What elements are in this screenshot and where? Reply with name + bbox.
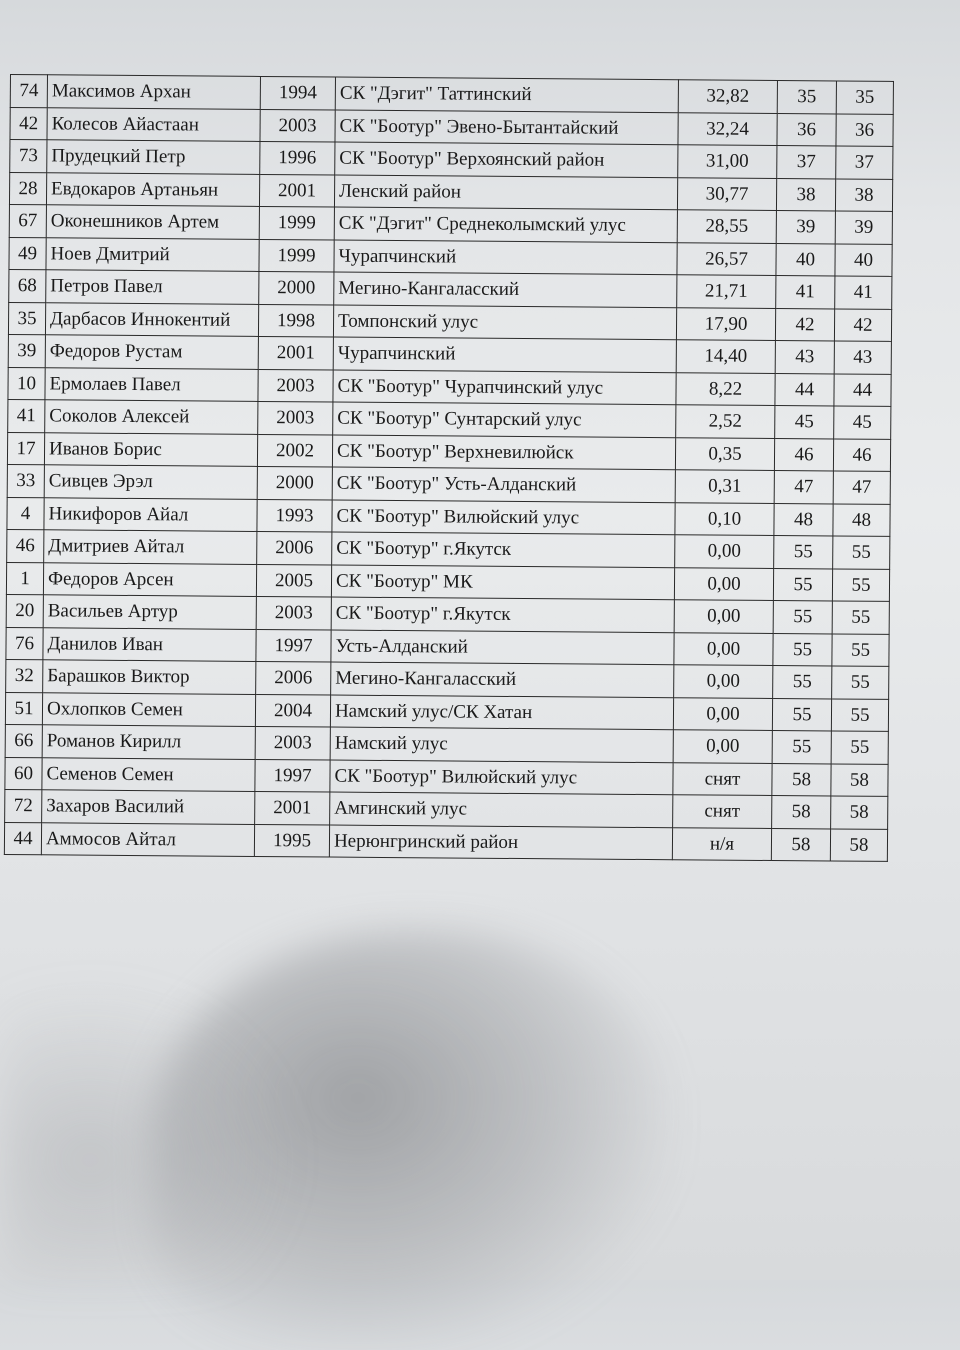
birth-year-cell: 2003 [260, 109, 335, 142]
birth-year-cell: 1993 [257, 499, 332, 532]
athlete-name-cell: Аммосов Айтал [41, 822, 254, 856]
athlete-name-cell: Ноев Дмитрий [46, 237, 259, 271]
club-cell: Нерюнгринский район [329, 825, 672, 860]
final-place-cell: 55 [832, 633, 889, 666]
start-number-cell: 10 [8, 367, 45, 400]
place-cell: 58 [772, 796, 831, 829]
final-place-cell: 55 [831, 731, 888, 764]
start-number-cell: 20 [6, 594, 43, 627]
place-cell: 46 [774, 438, 833, 471]
score-cell: 0,00 [673, 697, 772, 730]
birth-year-cell: 2001 [258, 336, 333, 369]
club-cell: СК "Боотур" Сунтарский улус [333, 402, 676, 437]
start-number-cell: 33 [7, 464, 44, 497]
final-place-cell: 43 [834, 341, 891, 374]
club-cell: СК "Боотур" Усть-Алданский [332, 467, 675, 502]
athlete-name-cell: Сивцев Эрэл [44, 465, 257, 499]
athlete-name-cell: Никифоров Айал [44, 497, 257, 531]
athlete-name-cell: Максимов Архан [47, 75, 260, 109]
club-cell: СК "Боотур" г.Якутск [332, 532, 675, 567]
place-cell: 45 [775, 406, 834, 439]
place-cell: 48 [774, 503, 833, 536]
place-cell: 58 [771, 828, 830, 861]
photo-shadow-left [0, 980, 300, 1280]
birth-year-cell: 2000 [257, 466, 332, 499]
score-cell: 0,00 [674, 665, 773, 698]
club-cell: СК "Боотур" Верхневилюйск [332, 435, 675, 470]
club-cell: СК "Дэгит" Среднеколымский улус [334, 207, 677, 242]
score-cell: 28,55 [677, 210, 776, 243]
score-cell: 17,90 [676, 307, 775, 340]
final-place-cell: 55 [832, 601, 889, 634]
table-row-24 [4, 822, 887, 861]
athlete-name-cell: Колесов Айастаан [47, 107, 260, 141]
athlete-name-cell: Федоров Рустам [45, 335, 258, 369]
club-cell: Мегино-Кангаласский [331, 662, 674, 697]
final-place-cell: 58 [830, 828, 887, 861]
place-cell: 55 [772, 698, 831, 731]
start-number-cell: 4 [7, 497, 44, 530]
athlete-name-cell: Иванов Борис [44, 432, 257, 466]
place-cell: 43 [775, 341, 834, 374]
score-cell: 0,35 [675, 437, 774, 470]
final-place-cell: 55 [831, 698, 888, 731]
score-cell: 2,52 [676, 405, 775, 438]
birth-year-cell: 2001 [255, 791, 330, 824]
final-place-cell: 55 [832, 666, 889, 699]
place-cell: 41 [776, 276, 835, 309]
club-cell: СК "Боотур" Вилюйский улус [330, 760, 673, 795]
place-cell: 40 [776, 243, 835, 276]
place-cell: 37 [777, 146, 836, 179]
final-place-cell: 36 [836, 113, 893, 146]
start-number-cell: 46 [7, 529, 44, 562]
birth-year-cell: 2006 [256, 661, 331, 694]
athlete-name-cell: Соколов Алексей [45, 400, 258, 434]
birth-year-cell: 2003 [258, 369, 333, 402]
birth-year-cell: 1999 [259, 239, 334, 272]
club-cell: Томпонский улус [333, 305, 676, 340]
start-number-cell: 39 [8, 334, 45, 367]
start-number-cell: 1 [6, 562, 43, 595]
club-cell: Мегино-Кангаласский [334, 272, 677, 307]
start-number-cell: 67 [9, 204, 46, 237]
birth-year-cell: 2004 [255, 694, 330, 727]
score-cell: снят [673, 762, 772, 795]
start-number-cell: 35 [8, 302, 45, 335]
athlete-name-cell: Евдокаров Артаньян [46, 172, 259, 206]
place-cell: 55 [773, 601, 832, 634]
final-place-cell: 58 [831, 763, 888, 796]
athlete-name-cell: Романов Кирилл [42, 725, 255, 759]
final-place-cell: 40 [835, 243, 892, 276]
birth-year-cell: 1994 [260, 76, 335, 109]
start-number-cell: 74 [10, 75, 47, 108]
final-place-cell: 45 [834, 406, 891, 439]
score-cell: 8,22 [676, 372, 775, 405]
athlete-name-cell: Барашков Виктор [43, 660, 256, 694]
birth-year-cell: 1996 [260, 141, 335, 174]
results-sheet [4, 74, 890, 862]
place-cell: 55 [773, 568, 832, 601]
start-number-cell: 49 [9, 237, 46, 270]
club-cell: СК "Боотур" МК [331, 565, 674, 600]
final-place-cell: 39 [835, 211, 892, 244]
final-place-cell: 48 [833, 503, 890, 536]
birth-year-cell: 2006 [257, 531, 332, 564]
athlete-name-cell: Прудецкий Петр [47, 140, 260, 174]
athlete-name-cell: Федоров Арсен [43, 562, 256, 596]
score-cell: 0,10 [675, 502, 774, 535]
place-cell: 55 [774, 536, 833, 569]
club-cell: Намский улус/СК Хатан [330, 695, 673, 730]
birth-year-cell: 2001 [259, 174, 334, 207]
start-number-cell: 60 [5, 757, 42, 790]
birth-year-cell: 1997 [255, 759, 330, 792]
birth-year-cell: 1998 [258, 304, 333, 337]
club-cell: Амгинский улус [330, 792, 673, 827]
score-cell: 32,82 [678, 80, 777, 113]
athlete-name-cell: Ермолаев Павел [45, 367, 258, 401]
start-number-cell: 76 [6, 627, 43, 660]
club-cell: Чурапчинский [334, 240, 677, 275]
score-cell: н/я [672, 827, 771, 860]
final-place-cell: 42 [834, 308, 891, 341]
birth-year-cell: 2000 [259, 271, 334, 304]
start-number-cell: 41 [8, 399, 45, 432]
start-number-cell: 51 [5, 692, 42, 725]
final-place-cell: 44 [834, 373, 891, 406]
place-cell: 35 [777, 81, 836, 114]
place-cell: 58 [772, 763, 831, 796]
score-cell: 0,00 [675, 535, 774, 568]
start-number-cell: 73 [10, 140, 47, 173]
score-cell: 26,57 [677, 242, 776, 275]
athlete-name-cell: Семенов Семен [42, 757, 255, 791]
place-cell: 55 [773, 666, 832, 699]
athlete-name-cell: Васильев Артур [43, 595, 256, 629]
club-cell: СК "Боотур" Эвено-Бытантайский [335, 110, 678, 145]
place-cell: 39 [776, 211, 835, 244]
club-cell: Ленский район [334, 175, 677, 210]
birth-year-cell: 2003 [258, 401, 333, 434]
birth-year-cell: 2003 [255, 726, 330, 759]
place-cell: 47 [774, 471, 833, 504]
place-cell: 55 [772, 731, 831, 764]
final-place-cell: 47 [833, 471, 890, 504]
start-number-cell: 68 [9, 269, 46, 302]
final-place-cell: 38 [835, 178, 892, 211]
score-cell: 21,71 [677, 275, 776, 308]
birth-year-cell: 2002 [257, 434, 332, 467]
place-cell: 55 [773, 633, 832, 666]
place-cell: 38 [776, 178, 835, 211]
score-cell: 30,77 [677, 177, 776, 210]
final-place-cell: 46 [833, 438, 890, 471]
athlete-name-cell: Данилов Иван [43, 627, 256, 661]
start-number-cell: 32 [6, 659, 43, 692]
score-cell: 0,00 [674, 567, 773, 600]
start-number-cell: 28 [9, 172, 46, 205]
start-number-cell: 42 [10, 107, 47, 140]
athlete-name-cell: Охлопков Семен [42, 692, 255, 726]
club-cell: Усть-Алданский [331, 630, 674, 665]
final-place-cell: 55 [832, 568, 889, 601]
results-table-body [4, 75, 893, 862]
final-place-cell: 58 [831, 796, 888, 829]
place-cell: 36 [777, 113, 836, 146]
club-cell: Чурапчинский [333, 337, 676, 372]
athlete-name-cell: Дмитриев Айтал [44, 530, 257, 564]
club-cell: СК "Боотур" Верхоянский район [335, 142, 678, 177]
final-place-cell: 37 [836, 146, 893, 179]
start-number-cell: 17 [7, 432, 44, 465]
club-cell: СК "Дэгит" Таттинский [335, 77, 678, 112]
birth-year-cell: 2003 [256, 596, 331, 629]
club-cell: Намский улус [330, 727, 673, 762]
athlete-name-cell: Дарбасов Иннокентий [45, 302, 258, 336]
score-cell: 0,00 [674, 632, 773, 665]
score-cell: 31,00 [678, 145, 777, 178]
final-place-cell: 55 [833, 536, 890, 569]
birth-year-cell: 2005 [256, 564, 331, 597]
club-cell: СК "Боотур" Чурапчинский улус [333, 370, 676, 405]
club-cell: СК "Боотур" Вилюйский улус [332, 500, 675, 535]
club-cell: СК "Боотур" г.Якутск [331, 597, 674, 632]
birth-year-cell: 1995 [254, 824, 329, 857]
birth-year-cell: 1997 [256, 629, 331, 662]
place-cell: 42 [775, 308, 834, 341]
score-cell: 0,00 [673, 730, 772, 763]
results-table [4, 74, 894, 862]
score-cell: снят [673, 795, 772, 828]
score-cell: 0,31 [675, 470, 774, 503]
birth-year-cell: 1999 [259, 206, 334, 239]
start-number-cell: 44 [4, 822, 41, 855]
score-cell: 14,40 [676, 340, 775, 373]
place-cell: 44 [775, 373, 834, 406]
athlete-name-cell: Захаров Василий [42, 790, 255, 824]
final-place-cell: 35 [836, 81, 893, 114]
start-number-cell: 72 [5, 789, 42, 822]
score-cell: 0,00 [674, 600, 773, 633]
athlete-name-cell: Петров Павел [46, 270, 259, 304]
start-number-cell: 66 [5, 724, 42, 757]
athlete-name-cell: Оконешников Артем [46, 205, 259, 239]
score-cell: 32,24 [678, 112, 777, 145]
final-place-cell: 41 [835, 276, 892, 309]
